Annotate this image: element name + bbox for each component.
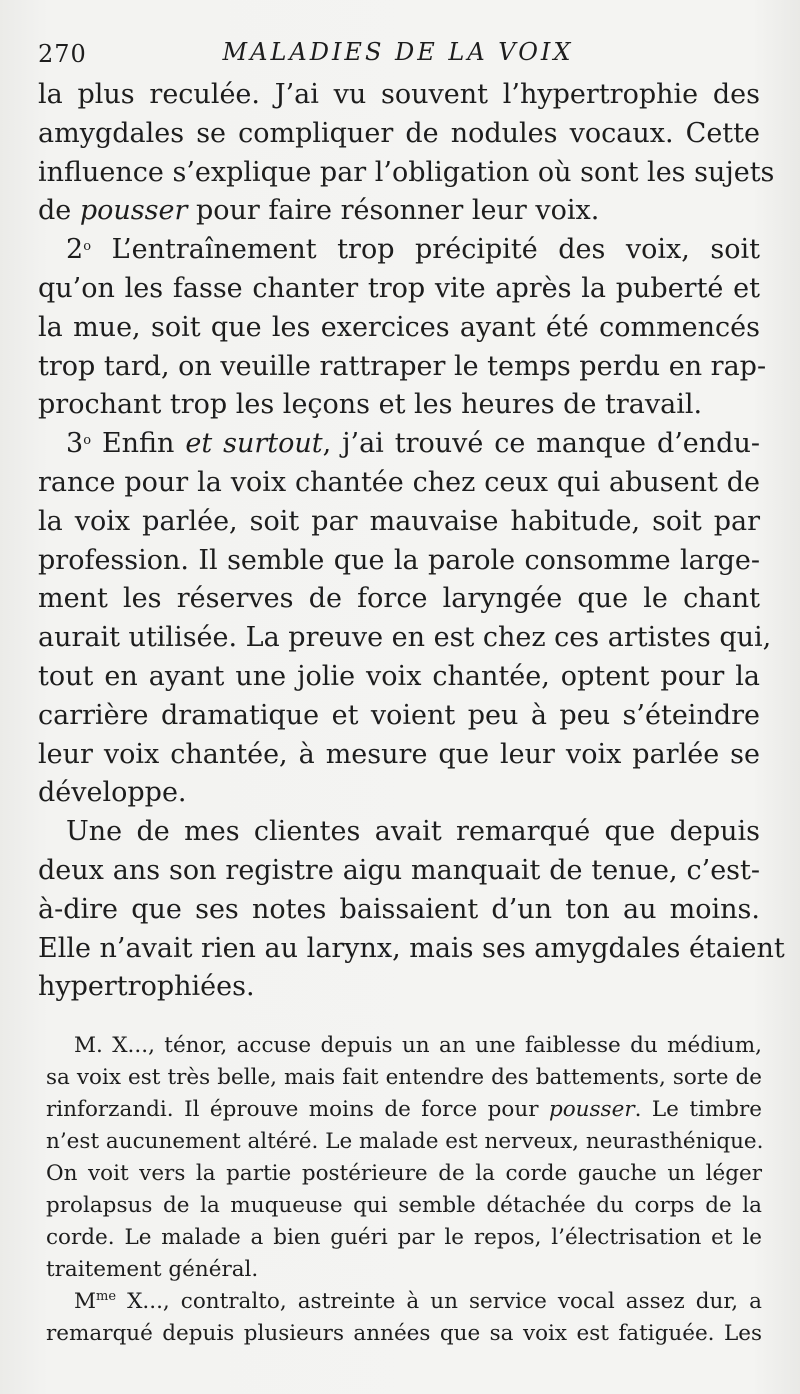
- running-head: MALADIES DE LA VOIX: [222, 38, 574, 66]
- text-line: tout en ayant une jolie voix chantée, optent pour la: [38, 660, 760, 692]
- text-line: développe.: [38, 777, 187, 809]
- text-line: ment les réserves de force laryngée que le chant: [38, 583, 760, 615]
- case-line: [46, 1286, 762, 1318]
- text-line: à-dire que ses notes baissaient d’un ton au moins.: [38, 893, 760, 925]
- text-line: la mue, soit que les exercices ayant été commencés: [38, 311, 760, 343]
- text-line: profession. Il semble que la parole consomme large-: [38, 544, 760, 576]
- title-superscript: me: [96, 1289, 117, 1304]
- text-line: deux ans son registre aigu manquait de tenue, c’est-: [38, 854, 760, 886]
- page-header: [38, 36, 758, 72]
- text-line: qu’on les fasse chanter trop vite après la puberté et: [38, 272, 760, 304]
- title-abbrev: M: [74, 1289, 97, 1314]
- text-line: prochant trop les leçons et les heures de travail.: [38, 389, 703, 421]
- case-line: remarqué depuis plusieurs années que sa voix est fatiguée. Les: [46, 1321, 762, 1346]
- text-fragment: X..., contralto, astreinte à un service vocal assez dur, a: [127, 1289, 762, 1314]
- ordinal-mark: o: [83, 239, 92, 255]
- paragraph-number: 2: [66, 234, 84, 266]
- case-line: M. X..., ténor, accuse depuis un an une faiblesse du médium,: [74, 1033, 762, 1058]
- main-text: [38, 76, 785, 1007]
- page-number: 270: [38, 40, 87, 68]
- text-line: [38, 425, 760, 464]
- text-line: [38, 231, 760, 270]
- text-fragment: , j’ai trouvé ce manque d’endu-: [322, 428, 760, 460]
- text-fragment: pour faire résonner leur voix.: [195, 195, 600, 227]
- emphasis-pousser: pousser: [548, 1097, 635, 1122]
- text-line: carrière dramatique et voient peu à peu s’éteindre: [38, 699, 760, 731]
- case-line: corde. Le malade a bien guéri par le repos, l’électrisation et le: [46, 1225, 762, 1250]
- text-fragment: . Le timbre: [634, 1097, 763, 1122]
- text-line: trop tard, on veuille rattraper le temps perdu en rap-: [38, 350, 767, 382]
- case-line: sa voix est très belle, mais fait entendre des battements, sorte de: [46, 1065, 762, 1090]
- text-line: aurait utilisée. La preuve en est chez ces artistes qui,: [38, 622, 772, 654]
- emphasis-et-surtout: et surtout: [185, 428, 323, 460]
- text-line: [38, 192, 760, 231]
- text-line: leur voix chantée, à mesure que leur voix parlée se: [38, 738, 760, 770]
- emphasis-pousser: pousser: [79, 195, 188, 227]
- case-line: prolapsus de la muqueuse qui semble détachée du corps de la: [46, 1193, 762, 1218]
- case-line: On voit vers la partie postérieure de la corde gauche un léger: [46, 1161, 762, 1186]
- text-line: hypertrophiées.: [38, 971, 255, 1003]
- case-notes: [46, 1030, 762, 1350]
- text-line: rance pour la voix chantée chez ceux qui abusent de: [38, 466, 760, 498]
- text-fragment: Enfin: [101, 428, 175, 460]
- text-fragment: rinforzandi. Il éprouve moins de force pour: [46, 1097, 539, 1122]
- case-line: n’est aucunement altéré. Le malade est nerveux, neurasthénique.: [46, 1129, 764, 1154]
- text-line: la voix parlée, soit par mauvaise habitude, soit par: [38, 505, 760, 537]
- case-line: [46, 1094, 762, 1126]
- paragraph-number: 3: [66, 428, 84, 460]
- text-fragment: L’entraînement trop précipité des voix, soit: [111, 234, 760, 266]
- text-line: Une de mes clientes avait remarqué que depuis: [66, 816, 760, 848]
- text-line: Elle n’avait rien au larynx, mais ses amygdales étaient: [38, 932, 785, 964]
- text-line: la plus reculée. J’ai vu souvent l’hypertrophie des: [38, 79, 760, 110]
- text-line: amygdales se compliquer de nodules vocaux. Cette: [38, 117, 760, 149]
- text-line: influence s’explique par l’obligation où sont les sujets: [38, 156, 775, 188]
- case-line: traitement général.: [46, 1257, 259, 1282]
- ordinal-mark: o: [83, 433, 92, 449]
- text-fragment: de: [38, 195, 72, 227]
